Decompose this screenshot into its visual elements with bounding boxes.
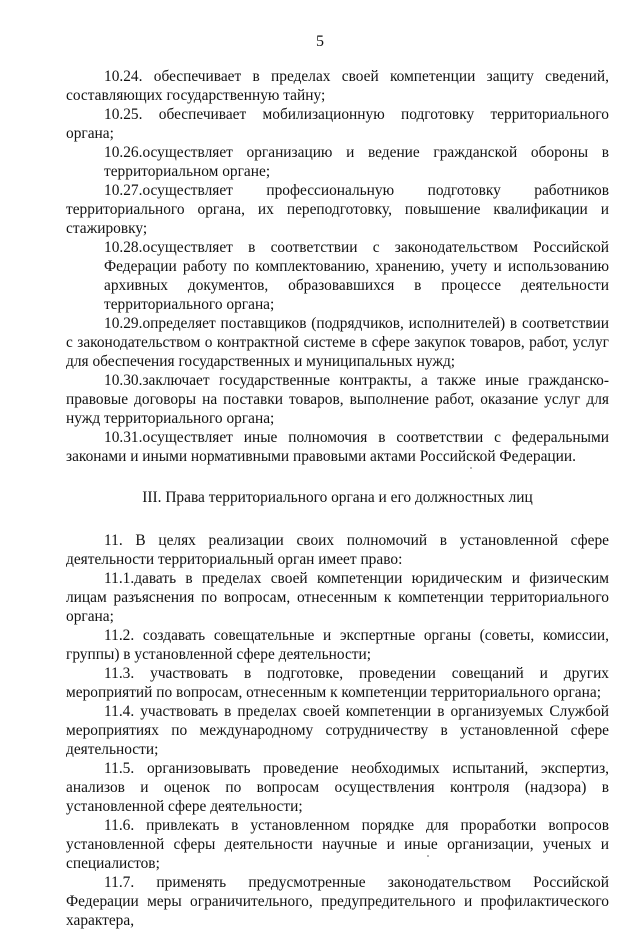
clause-10-30: 10.30.заключает государственные контракты, а также иные гражданско-правовые договоры на поставки товаров, выполнение работ, оказание услуг для нужд территориального органа; xyxy=(66,372,609,427)
clause-11: 11. В целях реализации своих полномочий в установленной сфере деятельности территориальный орган имеет право: xyxy=(66,532,609,568)
document-body xyxy=(66,67,609,930)
clause-10-24: 10.24. обеспечивает в пределах своей компетенции защиту сведений, составляющих государственную тайну; xyxy=(66,68,609,104)
clause-11-3: 11.3. участвовать в подготовке, проведении совещаний и других мероприятий по вопросам, отнесенным к компетенции территориального органа; xyxy=(66,665,609,701)
clause-11-1: 11.1.давать в пределах своей компетенции юридическим и физическим лицам разъяснения по вопросам, отнесенным к компетенции территориального органа; xyxy=(66,570,609,625)
clause-11-5: 11.5. организовывать проведение необходимых испытаний, экспертиз, анализов и оценок по вопросам осуществления контроля (надзора) в установленной сфере деятельности; xyxy=(66,760,609,815)
clause-10-31: 10.31.осуществляет иные полномочия в соответствии с федеральными законами и иными нормативными правовыми актами Российской Федерации. xyxy=(66,429,609,465)
section-heading: III. Права территориального органа и его должностных лиц xyxy=(142,489,533,506)
page-number: 5 xyxy=(316,33,324,50)
clause-10-28: 10.28.осуществляет в соответствии с законодательством Российской Федерации работу по комплектованию, хранению, учету и использованию архивных документов, образовавшихся в процессе деятельности территориального органа; xyxy=(104,239,609,313)
clause-10-29: 10.29.определяет поставщиков (подрядчиков, исполнителей) в соответствии с законодательством о контрактной системе в сфере закупок товаров, работ, услуг для обеспечения государственных и муниципальных нужд; xyxy=(66,315,609,370)
clause-11-6: 11.6. привлекать в установленном порядке для проработки вопросов установленной сферы деятельности научные и иные организации, ученых и специалистов; xyxy=(66,817,609,872)
clause-11-2: 11.2. создавать совещательные и экспертные органы (советы, комиссии, группы) в установленной сфере деятельности; xyxy=(66,627,609,663)
clause-10-25: 10.25. обеспечивает мобилизационную подготовку территориального органа; xyxy=(66,106,609,142)
clause-11-4: 11.4. участвовать в пределах своей компетенции в организуемых Службой мероприятиях по международному сотрудничеству в установленной сфере деятельности; xyxy=(66,703,609,758)
scan-speck xyxy=(470,467,472,469)
clause-11-7: 11.7. применять предусмотренные законодательством Российской Федерации меры ограничительного, предупредительного и профилактического характера, xyxy=(66,874,609,929)
clause-10-26: 10.26.осуществляет организацию и ведение гражданской обороны в территориальном органе; xyxy=(104,144,609,180)
scan-speck xyxy=(427,855,429,857)
clause-10-27: 10.27.осуществляет профессиональную подготовку работников территориального органа, их переподготовку, повышение квалификации и стажировку; xyxy=(66,182,609,237)
